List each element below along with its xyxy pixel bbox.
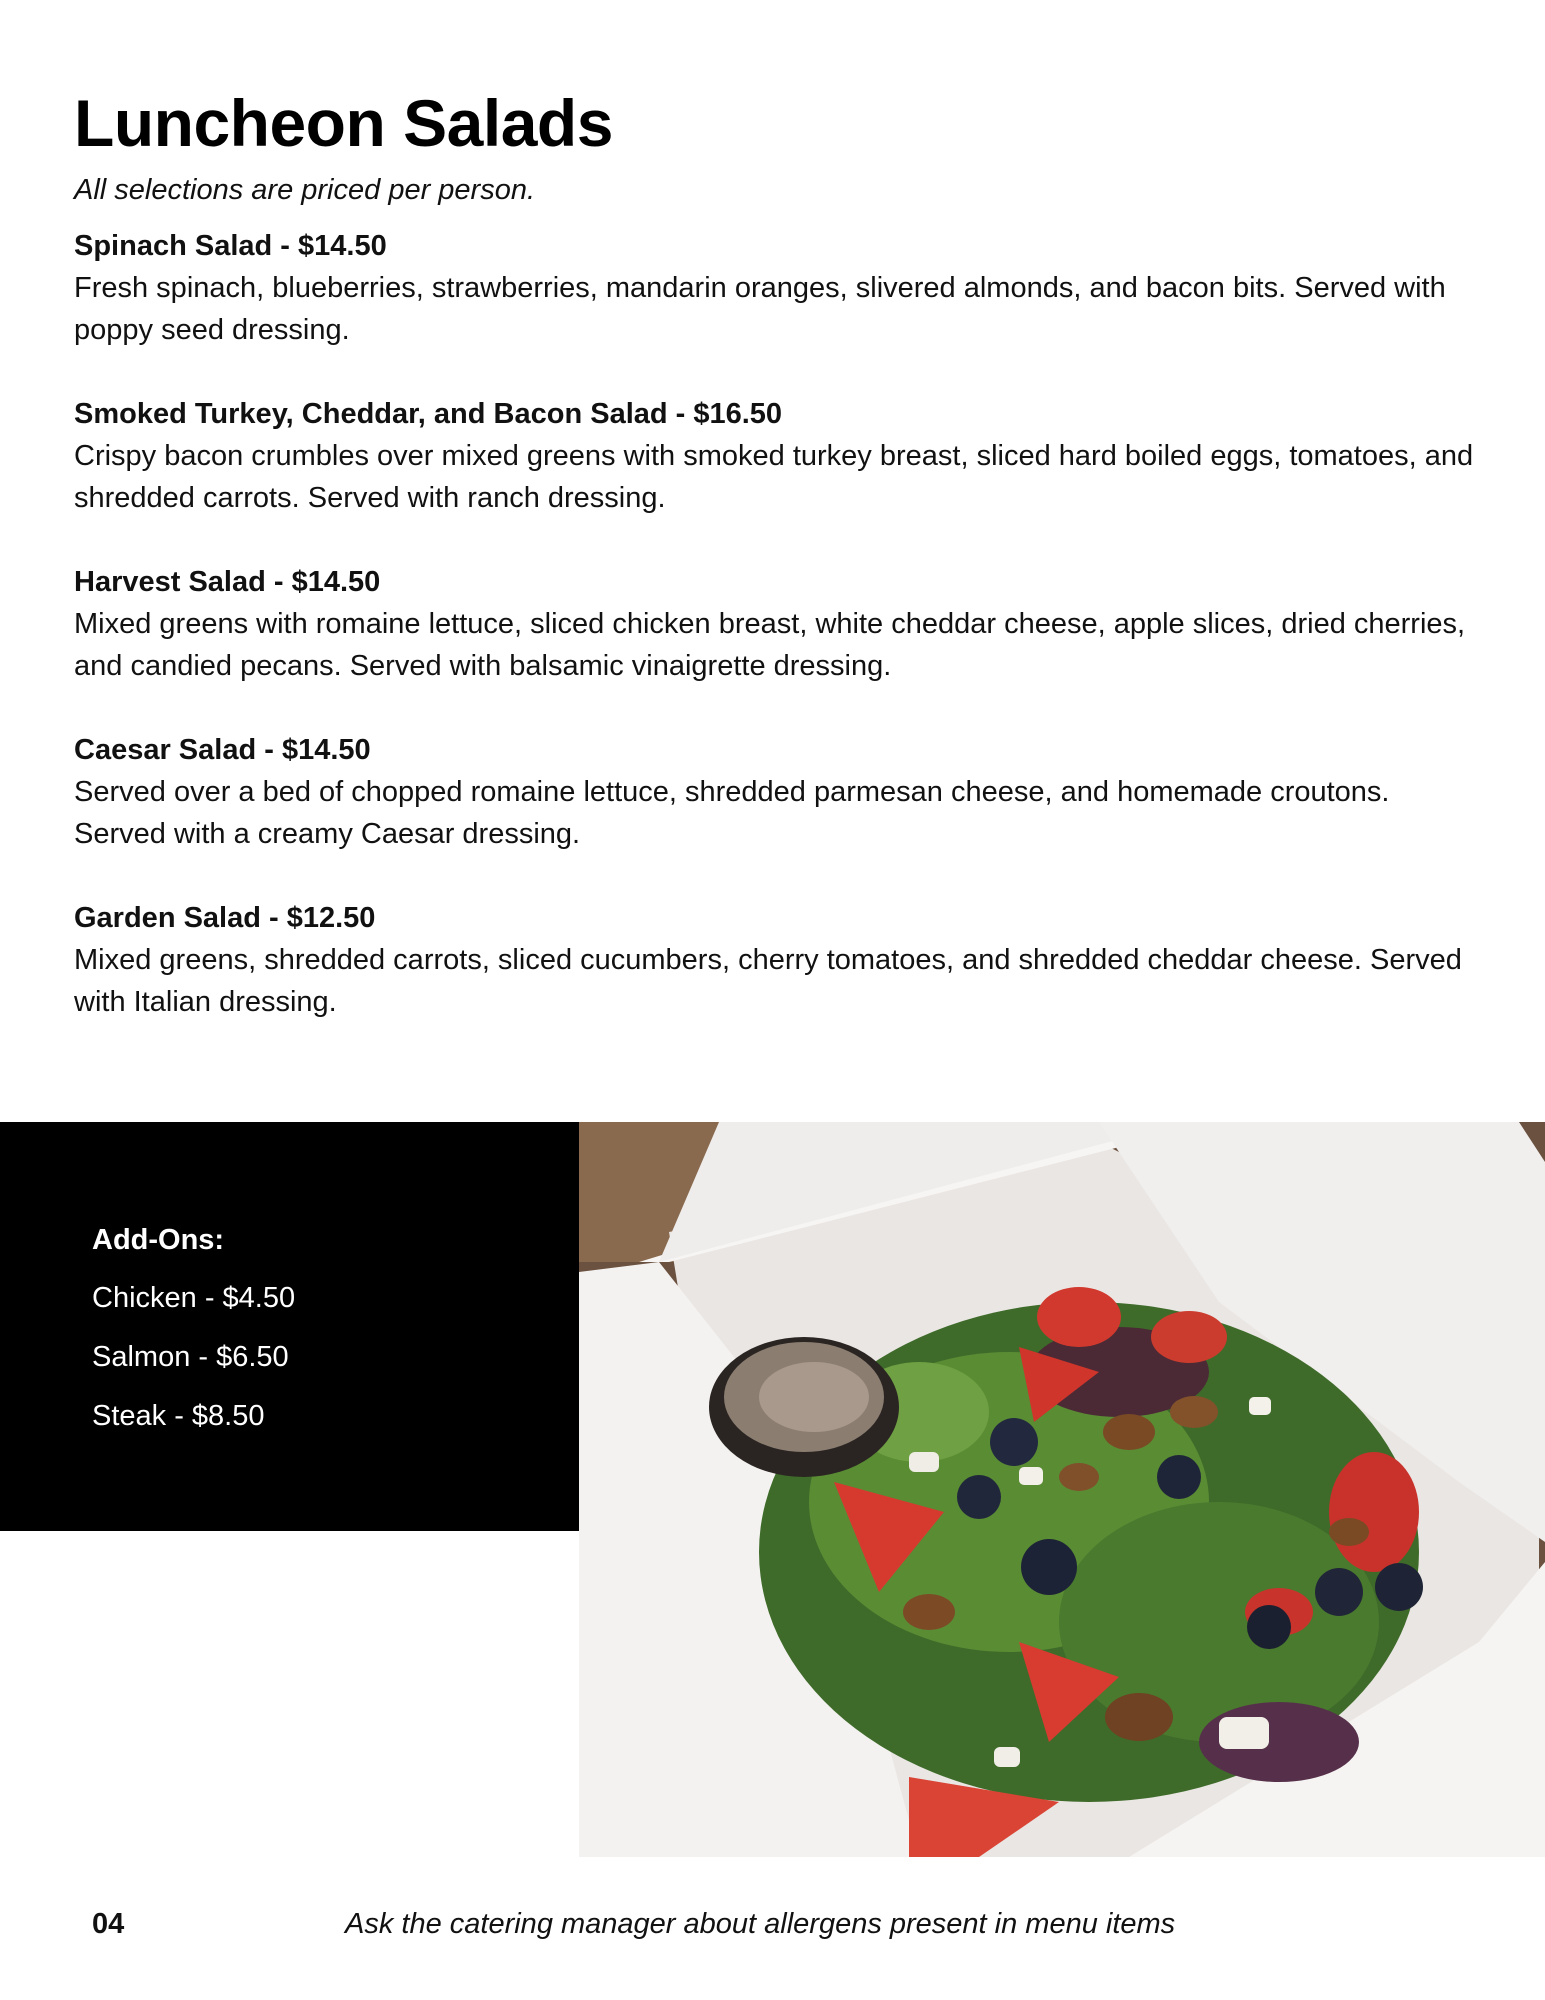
cheese-crumble — [1219, 1717, 1269, 1749]
addon-item: Steak - $8.50 — [92, 1400, 265, 1432]
pecan — [1103, 1414, 1155, 1450]
salad-photo — [579, 1122, 1545, 1857]
page-title: Luncheon Salads — [74, 86, 613, 160]
menu-item-title: Smoked Turkey, Cheddar, and Bacon Salad - $16.50 — [74, 398, 783, 430]
menu-item-title: Spinach Salad - $14.50 — [74, 230, 387, 262]
blueberry — [990, 1418, 1038, 1466]
blueberry — [1021, 1539, 1077, 1595]
allergen-note: Ask the catering manager about allergens present in menu items — [345, 1908, 1176, 1940]
blueberry — [1375, 1563, 1423, 1611]
dressing-lid-center — [759, 1362, 869, 1432]
menu-item — [74, 897, 1474, 1023]
menu-item-description: Served over a bed of chopped romaine lettuce, shredded parmesan cheese, and homemade croutons. Served with a creamy Caesar dressing. — [74, 776, 1390, 850]
cheese-crumble — [909, 1452, 939, 1472]
menu-item-description: Mixed greens, shredded carrots, sliced cucumbers, cherry tomatoes, and shredded cheddar cheese. Served with Italian dressing. — [74, 944, 1462, 1018]
menu-item-description: Crispy bacon crumbles over mixed greens with smoked turkey breast, sliced hard boiled eggs, tomatoes, and shredded carrots. Served with ranch dressing. — [74, 440, 1474, 514]
cheese-crumble — [1249, 1397, 1271, 1415]
blueberry — [957, 1475, 1001, 1519]
blueberry — [1247, 1605, 1291, 1649]
menu-item — [74, 561, 1474, 687]
pecan — [1105, 1693, 1173, 1741]
menu-item-title: Harvest Salad - $14.50 — [74, 566, 381, 598]
addon-item: Salmon - $6.50 — [92, 1341, 289, 1373]
salad-photo-illustration — [579, 1122, 1545, 1857]
menu-item — [74, 393, 1474, 519]
pecan — [1329, 1518, 1369, 1546]
strawberry — [1151, 1311, 1227, 1363]
menu-item-description: Fresh spinach, blueberries, strawberries, mandarin oranges, slivered almonds, and bacon bits. Served with poppy seed dressing. — [74, 272, 1446, 346]
pecan — [903, 1594, 955, 1630]
menu-item-title: Garden Salad - $12.50 — [74, 902, 376, 934]
cheese-crumble — [994, 1747, 1020, 1767]
strawberry — [1329, 1452, 1419, 1572]
menu-item-title: Caesar Salad - $14.50 — [74, 734, 371, 766]
page-number: 04 — [92, 1908, 125, 1940]
addons-panel — [0, 1122, 579, 1531]
pecan — [1170, 1396, 1218, 1428]
pecan — [1059, 1463, 1099, 1491]
page-subtitle: All selections are priced per person. — [74, 174, 536, 206]
blueberry — [1157, 1455, 1201, 1499]
blueberry — [1315, 1568, 1363, 1616]
addon-item: Chicken - $4.50 — [92, 1282, 296, 1314]
strawberry — [1037, 1287, 1121, 1347]
addons-heading: Add-Ons: — [92, 1224, 225, 1256]
cheese-crumble — [1019, 1467, 1043, 1485]
menu-item-description: Mixed greens with romaine lettuce, sliced chicken breast, white cheddar cheese, apple slices, dried cherries, and candied pecans. Served with balsamic vinaigrette dressing. — [74, 608, 1466, 682]
addons-list — [92, 1278, 295, 1455]
menu-item — [74, 729, 1474, 855]
menu-list — [74, 225, 1474, 1065]
menu-item — [74, 225, 1474, 351]
